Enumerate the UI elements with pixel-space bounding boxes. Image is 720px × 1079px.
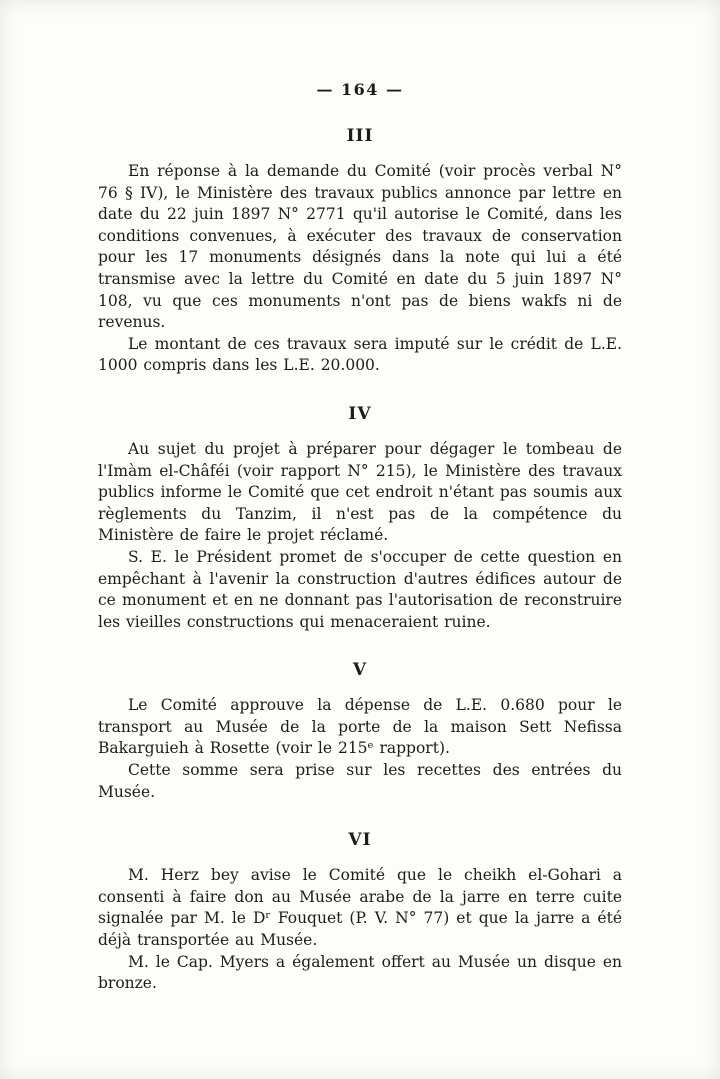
section-heading: V <box>352 660 368 681</box>
paragraph: En réponse à la demande du Comité (voir procès verbal N° 76 § IV), le Ministère des travaux publics annonce par lettre en date du 22 juin 1897 N° 2771 qu'il autorise le Comité, dans les conditions convenues, à exécuter des travaux de conservation pour les 17 monuments désignés dans la note qui lui a été transmise avec la lettre du Comité en date du 5 juin 1897 N° 108, vu que ces monuments n'ont pas de biens wakfs ni de revenus. <box>98 162 622 332</box>
section-heading: III <box>346 126 374 146</box>
section-v <box>98 660 622 803</box>
paragraph: Le montant de ces travaux sera imputé sur le crédit de L.E. 1000 compris dans les L.E. 20.000. <box>98 334 622 375</box>
page-number: — 164 — <box>316 80 404 99</box>
document-page <box>98 0 622 995</box>
paragraph: M. le Cap. Myers a également offert au Musée un disque en bronze. <box>98 952 622 993</box>
paragraph: Cette somme sera prise sur les recettes des entrées du Musée. <box>98 761 622 801</box>
paragraph: Au sujet du projet à préparer pour dégager le tombeau de l'Imàm el-Châféi (voir rapport N° 215), le Ministère des travaux publics informe le Comité que cet endroit n'étant pas soumis aux règlements du Tanzim, il n'est pas de la compétence du Ministère de faire le projet réclamé. <box>98 439 622 545</box>
section-iii <box>98 126 622 377</box>
paragraph: Le Comité approuve la dépense de L.E. 0.680 pour le transport au Musée de la porte de la maison Sett Nefissa Bakarguieh à Rosette (voir le 215ᵉ rapport). <box>98 696 622 758</box>
section-heading: IV <box>348 403 372 424</box>
paragraph: S. E. le Président promet de s'occuper de cette question en empêchant à l'avenir la construction d'autres édifices autour de ce monument et en ne donnant pas l'autorisation de reconstruire les vieilles constructions qui menaceraient ruine. <box>98 547 622 631</box>
section-iv <box>98 404 622 633</box>
paragraph: M. Herz bey avise le Comité que le cheikh el-Gohari a consenti à faire don au Musée arabe de la jarre en terre cuite signalée par M. le Dʳ Fouquet (P. V. N° 77) et que la jarre a été déjà transportée au Musée. <box>98 866 622 950</box>
section-vi <box>98 830 622 995</box>
section-heading: VI <box>348 830 372 851</box>
